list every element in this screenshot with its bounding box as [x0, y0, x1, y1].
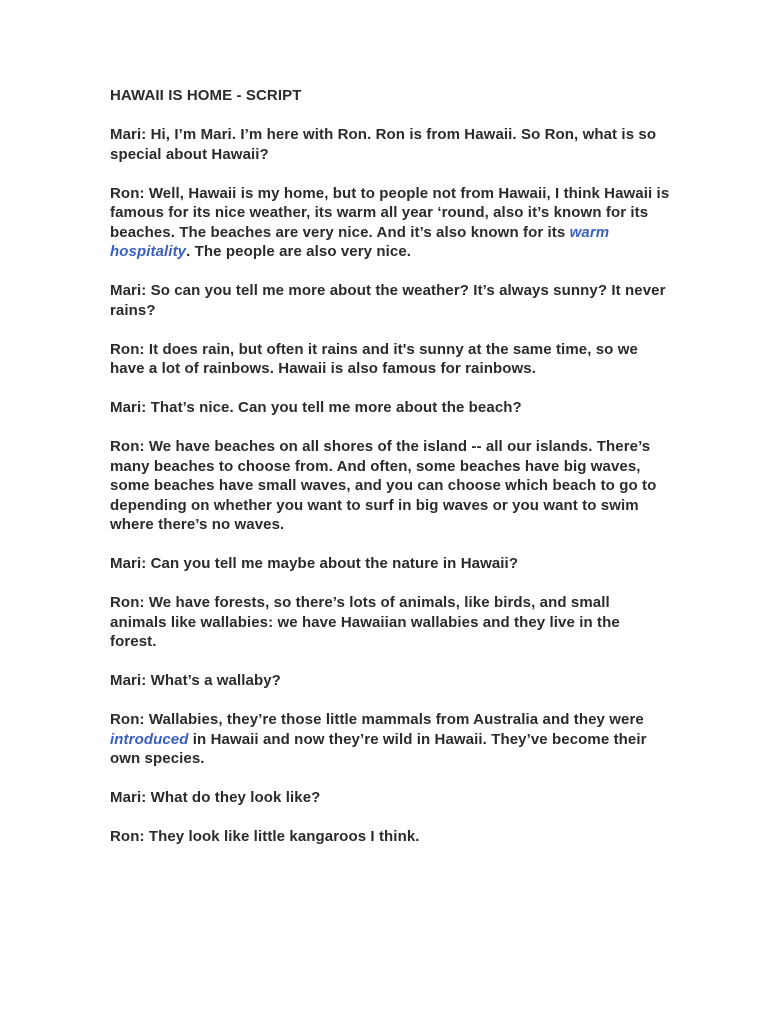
dialogue-paragraph	[110, 788, 670, 808]
dialogue-text: Ron: We have beaches on all shores of the island -- all our islands. There’s many beaches to choose from. And often, some beaches have big waves, some beaches have small waves, and you can choose which beach to go to depending on whether you want to surf in big waves or you want to swim where there’s no waves.	[110, 438, 657, 533]
dialogue-paragraph	[110, 184, 670, 262]
dialogue-text: Ron: Wallabies, they’re those little mammals from Australia and they were	[110, 711, 644, 728]
dialogue-paragraph	[110, 593, 670, 652]
dialogue-text: Mari: That’s nice. Can you tell me more about the beach?	[110, 399, 522, 416]
dialogue-paragraph	[110, 398, 670, 418]
dialogue-paragraph	[110, 671, 670, 691]
dialogue-paragraph	[110, 281, 670, 320]
dialogue-paragraph	[110, 827, 670, 847]
dialogue-paragraph	[110, 437, 670, 535]
dialogue-text: Mari: Hi, I’m Mari. I’m here with Ron. Ron is from Hawaii. So Ron, what is so special about Hawaii?	[110, 126, 657, 163]
dialogue-text: in Hawaii and now they’re wild in Hawaii. They’ve become their own species.	[110, 730, 647, 767]
dialogue-text: Ron: We have forests, so there’s lots of animals, like birds, and small animals like wallabies: we have Hawaiian wallabies and they live in the forest.	[110, 594, 620, 650]
dialogue-paragraph	[110, 125, 670, 164]
script-body	[110, 86, 670, 866]
vocabulary-keyword[interactable]: warm hospitality	[110, 223, 610, 260]
dialogue-text: Ron: Well, Hawaii is my home, but to people not from Hawaii, I think Hawaii is famous for its nice weather, its warm all year ‘round, also it’s known for its beaches. The beaches are very nice. And it’s also known for its	[110, 184, 670, 241]
document-title: HAWAII IS HOME - SCRIPT	[110, 87, 302, 104]
dialogue-paragraph	[110, 554, 670, 574]
dialogue-paragraph	[110, 340, 670, 379]
dialogue-text: . The people are also very nice.	[186, 243, 412, 260]
dialogue-text: Mari: What’s a wallaby?	[110, 672, 281, 689]
dialogue-text: Ron: It does rain, but often it rains and it's sunny at the same time, so we have a lot of rainbows. Hawaii is also famous for rainbows.	[110, 340, 638, 377]
dialogue-text: Ron: They look like little kangaroos I think.	[110, 828, 420, 845]
dialogue-text: Mari: What do they look like?	[110, 789, 321, 806]
dialogue-text: Mari: Can you tell me maybe about the nature in Hawaii?	[110, 555, 519, 572]
vocabulary-keyword[interactable]: introduced	[110, 730, 189, 748]
dialogue-paragraph	[110, 710, 670, 769]
dialogue-text: Mari: So can you tell me more about the weather? It’s always sunny? It never rains?	[110, 282, 666, 319]
